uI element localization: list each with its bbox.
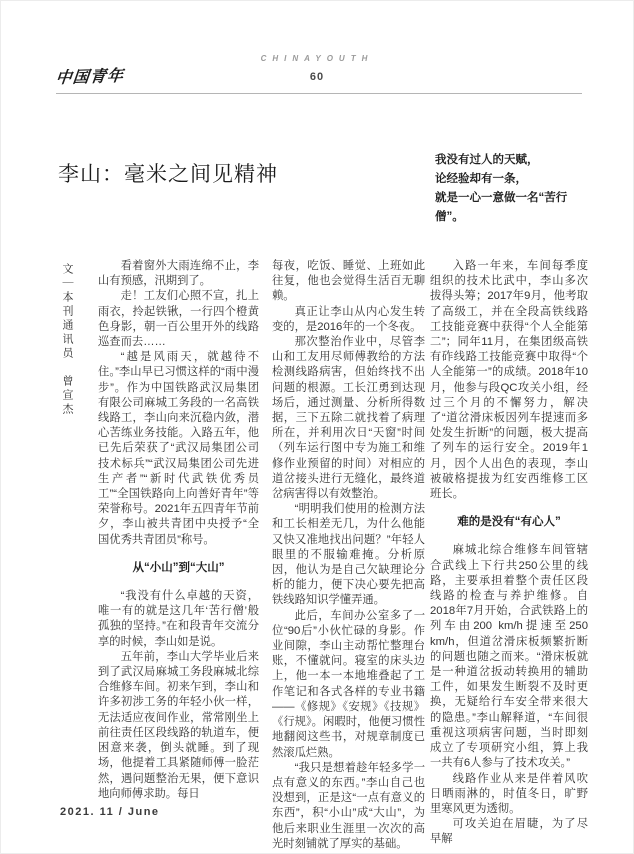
- page-number: 60: [309, 71, 325, 83]
- body-paragraph: 可攻关迫在眉睫，为了尽早解: [430, 818, 588, 846]
- pull-quote: [435, 151, 590, 227]
- body-paragraph: 此后，车间办公室多了一位“90后”小伙忙碌的身影。作业间隙，李山主动帮忙整理台账，不懂就问。寝室的床头边上，他一本一本地堆叠起了工作笔记和各式各样的专业书籍——《修规》《安规》《技规》《行规》。闲暇时，他便习惯性地翻阅这些书，对规章制度已然滚瓜烂熟。: [272, 609, 425, 759]
- pull-quote-line: 论经验却有一条，: [435, 173, 527, 185]
- pull-quote-line: 就是一心一意做一名“苦行僧”。: [435, 192, 568, 223]
- body-paragraph: 五年前，李山大学毕业后来到了武汉局麻城工务段麻城北综合维修车间。初来乍到，李山和许多初涉工务的年轻小伙一样，无法适应夜间作业，常常刚坐上前往责任区段线路的轨道车，便困意来袭，倒头就睡。到了现场，他提着工具紧随师傅一脸茫然，遇问题整治无果，便下意识地向师傅求助。每日: [98, 650, 259, 800]
- article-title: 李山：毫米之间见精神: [58, 163, 278, 187]
- body-paragraph: “明明我们使用的检测方法和工长相差无几，为什么他能又快又准地找出问题？”年轻人眼里的不服输难掩。分析原因，他认为是自己欠缺理论分析的能力，便下决心要先把高铁线路知识学懂弄通。: [272, 503, 425, 607]
- magazine-logo: 中国青年: [54, 65, 126, 88]
- body-paragraph: 线路作业从来是伴着风吹日晒雨淋的，时值冬日，旷野里寒风更为透彻。: [430, 772, 588, 815]
- header-divider: [56, 93, 582, 94]
- body-paragraph: 看着窗外大雨连绵不止，李山有预感，汛期到了。: [98, 260, 259, 288]
- magazine-masthead: CHINAYOUTH: [260, 54, 374, 63]
- body-paragraph: 真正让李山从内心发生转变的，是2016年的一个冬夜。: [272, 305, 425, 333]
- body-paragraph: 每夜，吃饭、睡觉、上班如此往复，他也会觉得生活百无聊赖。: [272, 260, 425, 303]
- body-paragraph: “我只是想着趁年轻多学一点有意义的东西。”李山自己也没想到，正是这“一点有意义的东西”，积“小山”成“大山”，为他后来职业生涯里一次次的高光时刻铺就了厚实的基础。: [272, 761, 425, 850]
- body-paragraph: 麻城北综合维修车间管辖合武线上下行共250公里的线路，主要承担着整个责任区段线路的检查与养护维修。自2018年7月开始，合武铁路上的列车由200 km/h提速至250 km/h，但道岔滑床板频繁折断的问题也随之而来。“滑床板就是一种道岔扳动转换用的辅助工件，如果发生断裂不及时更换，无疑给行车安全带来很大的隐患。”李山解释道，“车间很重视这项病害问题，当时即刻成立了专项研究小组，算上我一共有6人参与了技术攻关。”: [430, 544, 588, 770]
- pull-quote-line: 我没有过人的天赋，: [435, 154, 539, 166]
- body-paragraph: “越是风雨天，就越待不住。”李山早已习惯这样的“雨中漫步”。作为中国铁路武汉局集团有限公司麻城工务段的一名高铁线路工，李山向来沉稳内敛，潜心苦练业务技能。入路五年，他已先后荣获了“武汉局集团公司技术标兵”“武汉局集团公司先进生产者”“新时代武铁优秀员工”“全国铁路向上向善好青年”等荣誉称号。2021年五四青年节前夕，李山被共青团中央授予“全国优秀共青团员”称号。: [98, 351, 259, 546]
- body-paragraph: 走！工友们心照不宣，扎上雨衣，拎起铁锹，一行四个橙黄色身影，朝一百公里开外的线路巡查而去……: [98, 290, 259, 349]
- section-heading: 从“小山”到“大山”: [132, 561, 225, 574]
- body-paragraph: “我没有什么卓越的天资，唯一有的就是这几年‘苦行僧’般孤独的坚持。”在和段青年交流分享的时候，李山如是说。: [98, 590, 259, 648]
- section-heading: 难的是没有“有心人”: [457, 516, 561, 529]
- body-column-3: [430, 259, 588, 848]
- body-column-2: [272, 259, 425, 852]
- author-byline: 文｜本刊通讯员 曾宣杰: [61, 263, 73, 417]
- body-column-1: [98, 259, 259, 802]
- footer-issue-date: 2021. 11 / June: [60, 806, 160, 818]
- body-paragraph: 那次整治作业中，尽管李山和工友用尽师傅教给的方法检测线路病害，但始终找不出问题的根源。工长江勇到达现场后，通过测量、分析所得数据，三下五除二就找着了病理所在，并利用次日“天窗”时间（列车运行图中专为施工和维修作业预留的时间）对相应的道岔接头进行无缝化，最终道岔病害得以有效整治。: [272, 336, 425, 501]
- body-paragraph: 入路一年来，车间每季度组织的技术比武中，李山多次拔得头筹；2017年9月，他考取了高级工，并在全段高铁线路工技能竞赛中获得“个人全能第二”；同年11月，在集团级高铁有砟线路工技能竞赛中取得“个人全能第一”的成绩。2018年10月，他参与段QC攻关小组，经过三个月的不懈努力，解决了“道岔滑床板因列车提速而多处发生折断”的问题，极大提高了列车的运行安全。2019年1月，因个人出色的表现，李山被破格提拔为红安西维修工区班长。: [430, 260, 588, 501]
